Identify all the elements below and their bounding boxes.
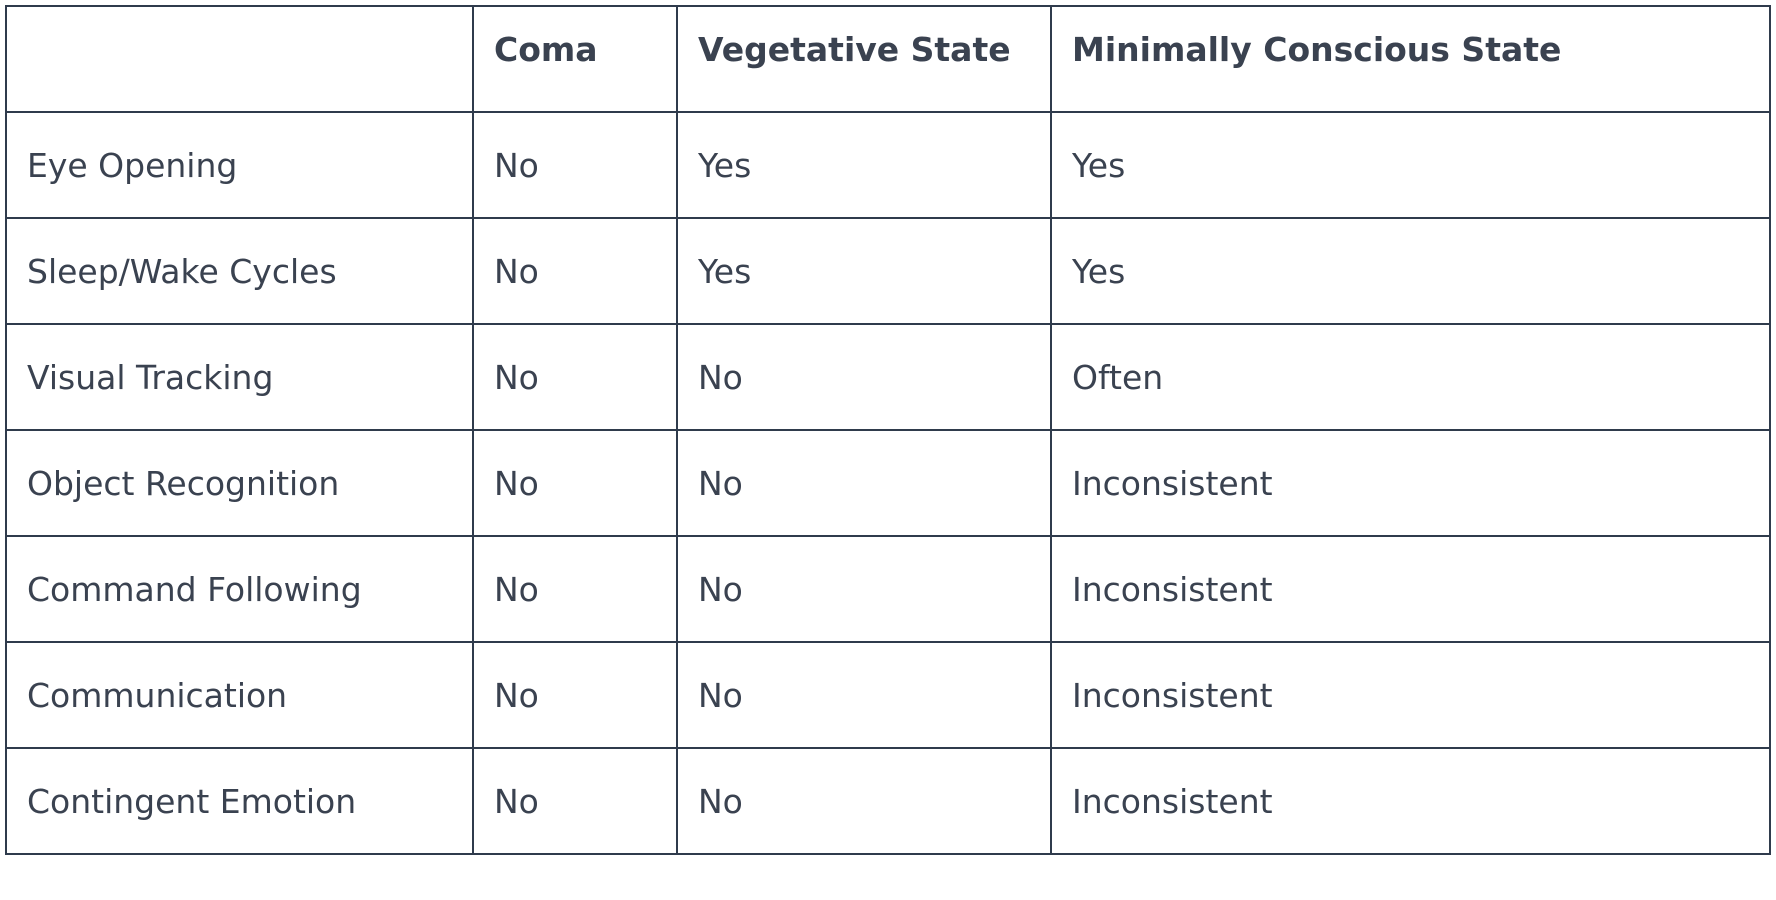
cell-vegetative-state: Yes (677, 112, 1051, 218)
header-row (6, 6, 1770, 112)
table-row (6, 642, 1770, 748)
row-label: Eye Opening (6, 112, 473, 218)
cell-coma: No (473, 748, 677, 854)
cell-minimally-conscious-state: Inconsistent (1051, 430, 1770, 536)
header-cell-minimally-conscious-state: Minimally Conscious State (1051, 6, 1770, 112)
row-label: Object Recognition (6, 430, 473, 536)
cell-minimally-conscious-state: Yes (1051, 112, 1770, 218)
cell-coma: No (473, 218, 677, 324)
table-row (6, 536, 1770, 642)
header-cell-feature (6, 6, 473, 112)
cell-vegetative-state: No (677, 536, 1051, 642)
cell-vegetative-state: No (677, 642, 1051, 748)
comparison-table-container (5, 5, 1769, 855)
cell-vegetative-state: Yes (677, 218, 1051, 324)
cell-vegetative-state: No (677, 748, 1051, 854)
table-row (6, 324, 1770, 430)
cell-coma: No (473, 536, 677, 642)
table-row (6, 112, 1770, 218)
table-row (6, 430, 1770, 536)
cell-minimally-conscious-state: Yes (1051, 218, 1770, 324)
table-row (6, 748, 1770, 854)
consciousness-comparison-table (5, 5, 1771, 855)
header-cell-coma: Coma (473, 6, 677, 112)
header-cell-vegetative-state: Vegetative State (677, 6, 1051, 112)
row-label: Contingent Emotion (6, 748, 473, 854)
row-label: Sleep/Wake Cycles (6, 218, 473, 324)
row-label: Command Following (6, 536, 473, 642)
table-row (6, 218, 1770, 324)
cell-coma: No (473, 324, 677, 430)
cell-minimally-conscious-state: Often (1051, 324, 1770, 430)
row-label: Visual Tracking (6, 324, 473, 430)
row-label: Communication (6, 642, 473, 748)
cell-minimally-conscious-state: Inconsistent (1051, 536, 1770, 642)
cell-coma: No (473, 430, 677, 536)
cell-coma: No (473, 642, 677, 748)
cell-coma: No (473, 112, 677, 218)
cell-vegetative-state: No (677, 430, 1051, 536)
cell-minimally-conscious-state: Inconsistent (1051, 748, 1770, 854)
cell-minimally-conscious-state: Inconsistent (1051, 642, 1770, 748)
cell-vegetative-state: No (677, 324, 1051, 430)
